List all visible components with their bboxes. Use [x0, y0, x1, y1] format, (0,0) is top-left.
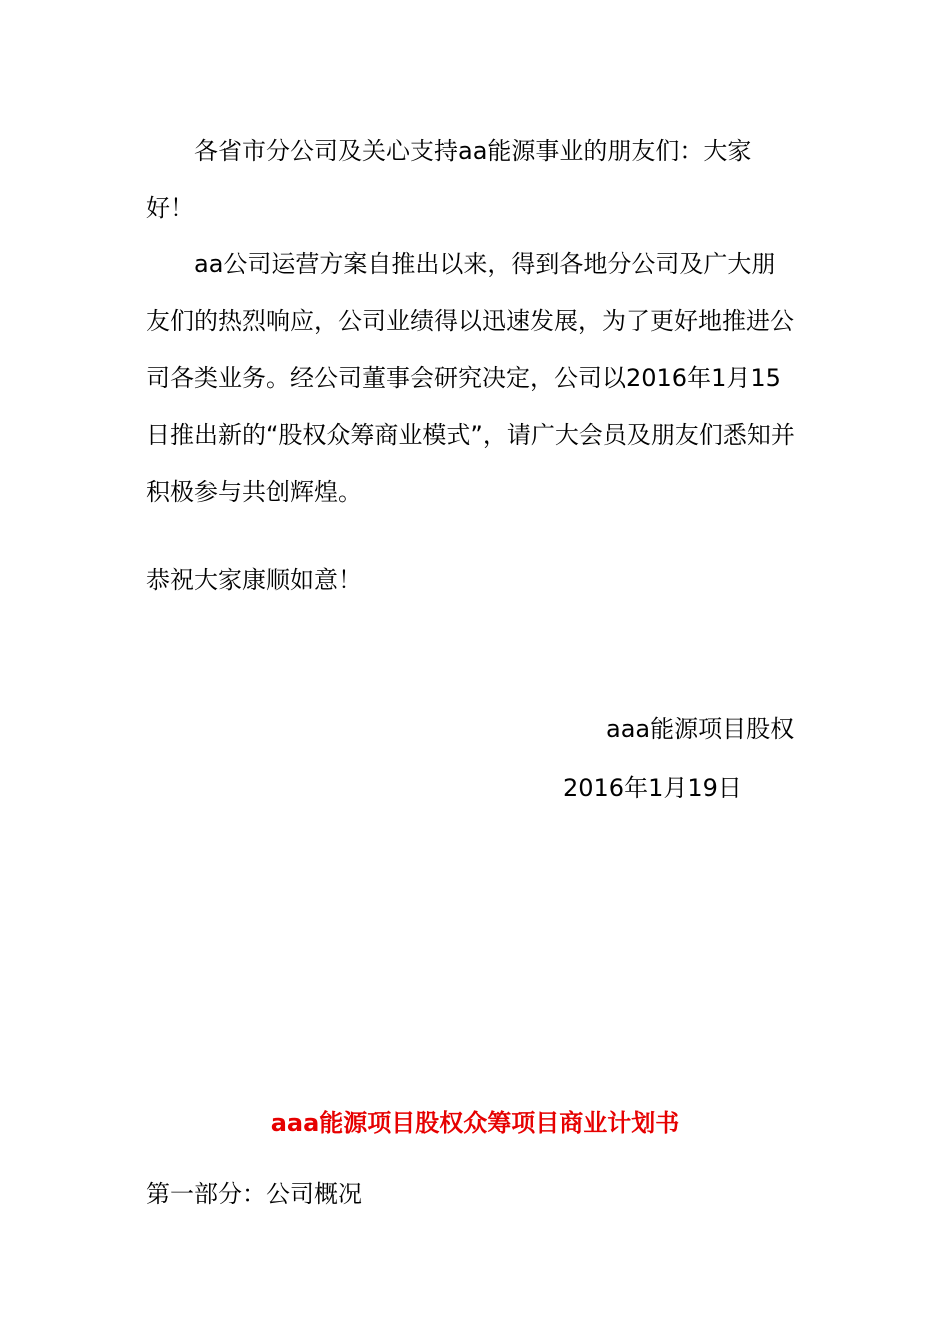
- letter-closing-wish: 恭祝大家康顺如意！: [146, 566, 362, 594]
- letter-body-paragraph: aa公司运营方案自推出以来，得到各地分公司及广大朋友们的热烈响应，公司业绩得以迅速发展，为了更好地推进公司各类业务。经公司董事会研究决定，公司以2016年1月15日推出新的“股权众筹商业模式”，请广大会员及朋友们悉知并积极参与共创辉煌。: [146, 250, 795, 506]
- letter-greeting-paragraph: 各省市分公司及关心支持aa能源事业的朋友们：大家好！: [146, 137, 752, 222]
- section-heading: 第一部分：公司概况: [146, 1180, 362, 1208]
- signature-organization: aaa能源项目股权: [606, 715, 795, 743]
- business-plan-title: aaa能源项目股权众筹项目商业计划书: [270, 1109, 680, 1137]
- signature-date: 2016年1月19日: [563, 774, 742, 802]
